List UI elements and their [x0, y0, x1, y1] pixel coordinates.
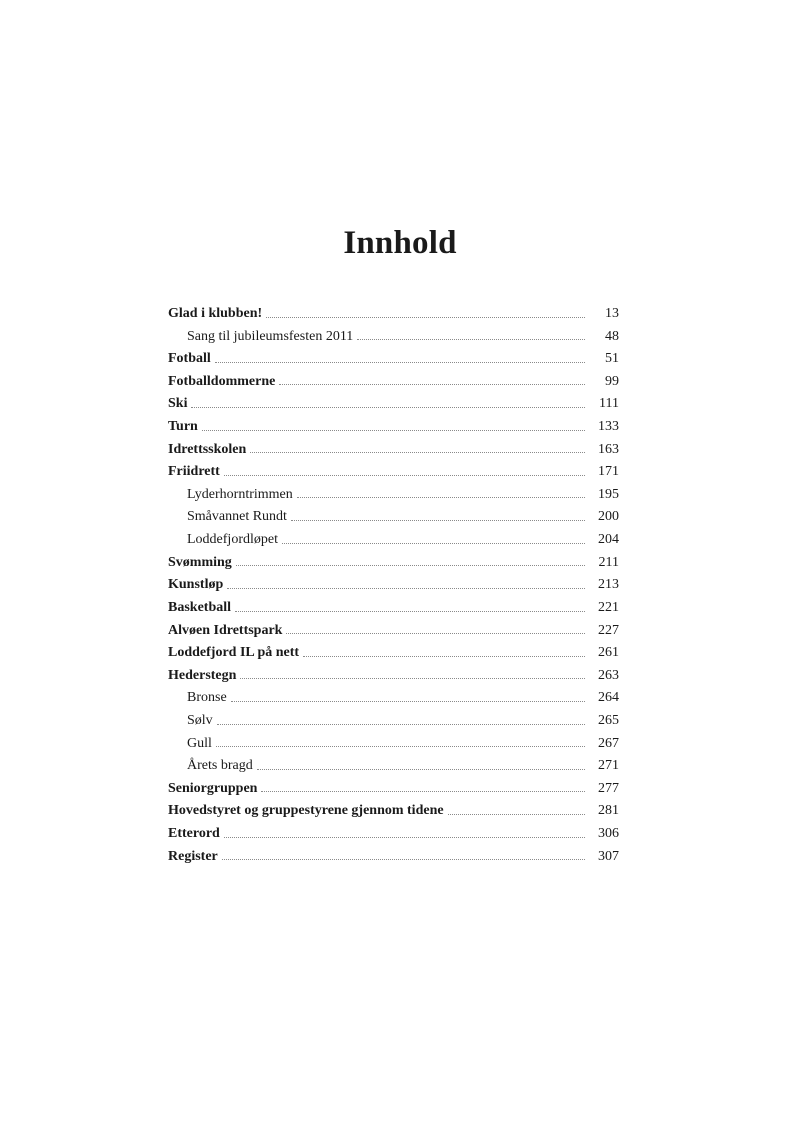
- toc-entry[interactable]: [168, 823, 619, 846]
- toc-entry[interactable]: [168, 733, 619, 756]
- toc-entry[interactable]: [168, 778, 619, 801]
- dot-leader: [240, 677, 585, 679]
- toc-entry-label: Basketball: [168, 599, 232, 615]
- toc-entry-label: Hederstegn: [168, 667, 237, 683]
- toc-entry-label: Seniorgruppen: [168, 780, 258, 796]
- dot-leader: [217, 723, 585, 725]
- toc-entry-page: 211: [598, 554, 619, 570]
- dot-leader: [224, 836, 585, 838]
- toc-entry-page: 204: [598, 532, 619, 548]
- toc-entry[interactable]: [168, 552, 619, 575]
- dot-leader: [235, 610, 585, 612]
- toc-entry[interactable]: [168, 371, 619, 394]
- toc-entry-page: 264: [598, 690, 619, 706]
- toc-entry-label: Småvannet Rundt: [187, 509, 287, 525]
- toc-entry-page: 265: [598, 712, 619, 728]
- toc-entry-label: Sølv: [187, 712, 213, 728]
- toc-entry-page: 133: [598, 419, 619, 435]
- toc-entry[interactable]: [168, 393, 619, 416]
- dot-leader: [257, 768, 585, 770]
- dot-leader: [282, 542, 585, 544]
- toc-entry[interactable]: [168, 326, 619, 349]
- toc-entry-label: Fotballdommerne: [168, 373, 276, 389]
- toc-entry[interactable]: [168, 597, 619, 620]
- dot-leader: [261, 790, 585, 792]
- toc-entry-label: Hovedstyret og gruppestyrene gjennom tidene: [168, 803, 444, 819]
- dot-leader: [291, 519, 585, 521]
- toc-entry-page: 307: [598, 848, 619, 864]
- toc-entry-page: 48: [605, 328, 619, 344]
- toc-entry-page: 306: [598, 826, 619, 842]
- toc-entry[interactable]: [168, 710, 619, 733]
- dot-leader: [231, 700, 585, 702]
- toc-entry[interactable]: [168, 484, 619, 507]
- toc-entry-label: Lyderhorntrimmen: [187, 486, 293, 502]
- toc-entry-label: Svømming: [168, 554, 232, 570]
- dot-leader: [222, 858, 585, 860]
- toc-entry[interactable]: [168, 506, 619, 529]
- toc-entry-label: Alvøen Idrettspark: [168, 622, 283, 638]
- toc-entry-page: 227: [598, 622, 619, 638]
- toc-entry-label: Etterord: [168, 826, 220, 842]
- dot-leader: [303, 655, 585, 657]
- dot-leader: [266, 316, 585, 318]
- toc-entry-page: 13: [605, 306, 619, 321]
- toc-entry-label: Kunstløp: [168, 577, 224, 593]
- toc-entry[interactable]: [168, 348, 619, 371]
- toc-entry[interactable]: [168, 439, 619, 462]
- dot-leader: [286, 632, 585, 634]
- toc-entry-page: 261: [598, 645, 619, 661]
- toc-entry[interactable]: [168, 687, 619, 710]
- dot-leader: [216, 745, 585, 747]
- table-of-contents: [168, 303, 619, 868]
- toc-entry-label: Sang til jubileumsfesten 2011: [187, 328, 354, 344]
- dot-leader: [250, 451, 585, 453]
- toc-entry[interactable]: [168, 461, 619, 484]
- toc-entry[interactable]: [168, 416, 619, 439]
- dot-leader: [357, 338, 585, 340]
- toc-entry[interactable]: [168, 800, 619, 823]
- toc-entry-page: 200: [598, 509, 619, 525]
- toc-entry[interactable]: [168, 574, 619, 597]
- toc-entry-label: Bronse: [187, 690, 227, 706]
- toc-entry-label: Register: [168, 848, 218, 864]
- toc-entry[interactable]: [168, 620, 619, 643]
- page-title: Innhold: [343, 225, 457, 262]
- toc-entry[interactable]: [168, 642, 619, 665]
- dot-leader: [224, 474, 585, 476]
- toc-entry[interactable]: [168, 846, 619, 869]
- toc-entry-page: 99: [605, 373, 619, 389]
- toc-entry-page: 171: [598, 464, 619, 480]
- dot-leader: [215, 361, 585, 363]
- toc-entry[interactable]: [168, 303, 619, 326]
- toc-entry-page: 267: [598, 735, 619, 751]
- dot-leader: [227, 587, 585, 589]
- dot-leader: [202, 429, 585, 431]
- toc-entry-page: 51: [605, 351, 619, 367]
- toc-entry-label: Loddefjord IL på nett: [168, 645, 300, 661]
- toc-entry-label: Årets bragd: [187, 758, 253, 774]
- toc-entry-page: 277: [598, 780, 619, 796]
- toc-entry-label: Idrettsskolen: [168, 441, 247, 457]
- dot-leader: [191, 406, 585, 408]
- toc-entry-label: Glad i klubben!: [168, 306, 263, 321]
- toc-entry[interactable]: [168, 665, 619, 688]
- dot-leader: [297, 496, 585, 498]
- toc-entry-page: 281: [598, 803, 619, 819]
- toc-entry-label: Friidrett: [168, 464, 220, 480]
- dot-leader: [279, 383, 585, 385]
- toc-entry-label: Turn: [168, 419, 198, 435]
- toc-entry[interactable]: [168, 755, 619, 778]
- toc-entry[interactable]: [168, 529, 619, 552]
- toc-entry-page: 213: [598, 577, 619, 593]
- dot-leader: [236, 564, 585, 566]
- toc-entry-label: Fotball: [168, 351, 211, 367]
- toc-entry-page: 263: [598, 667, 619, 683]
- toc-entry-page: 163: [598, 441, 619, 457]
- toc-entry-page: 221: [598, 599, 619, 615]
- toc-entry-label: Ski: [168, 396, 188, 412]
- toc-entry-page: 195: [598, 486, 619, 502]
- toc-entry-label: Loddefjordløpet: [187, 532, 278, 548]
- toc-entry-page: 111: [599, 396, 619, 412]
- dot-leader: [448, 813, 585, 815]
- toc-entry-label: Gull: [187, 735, 212, 751]
- toc-entry-page: 271: [598, 758, 619, 774]
